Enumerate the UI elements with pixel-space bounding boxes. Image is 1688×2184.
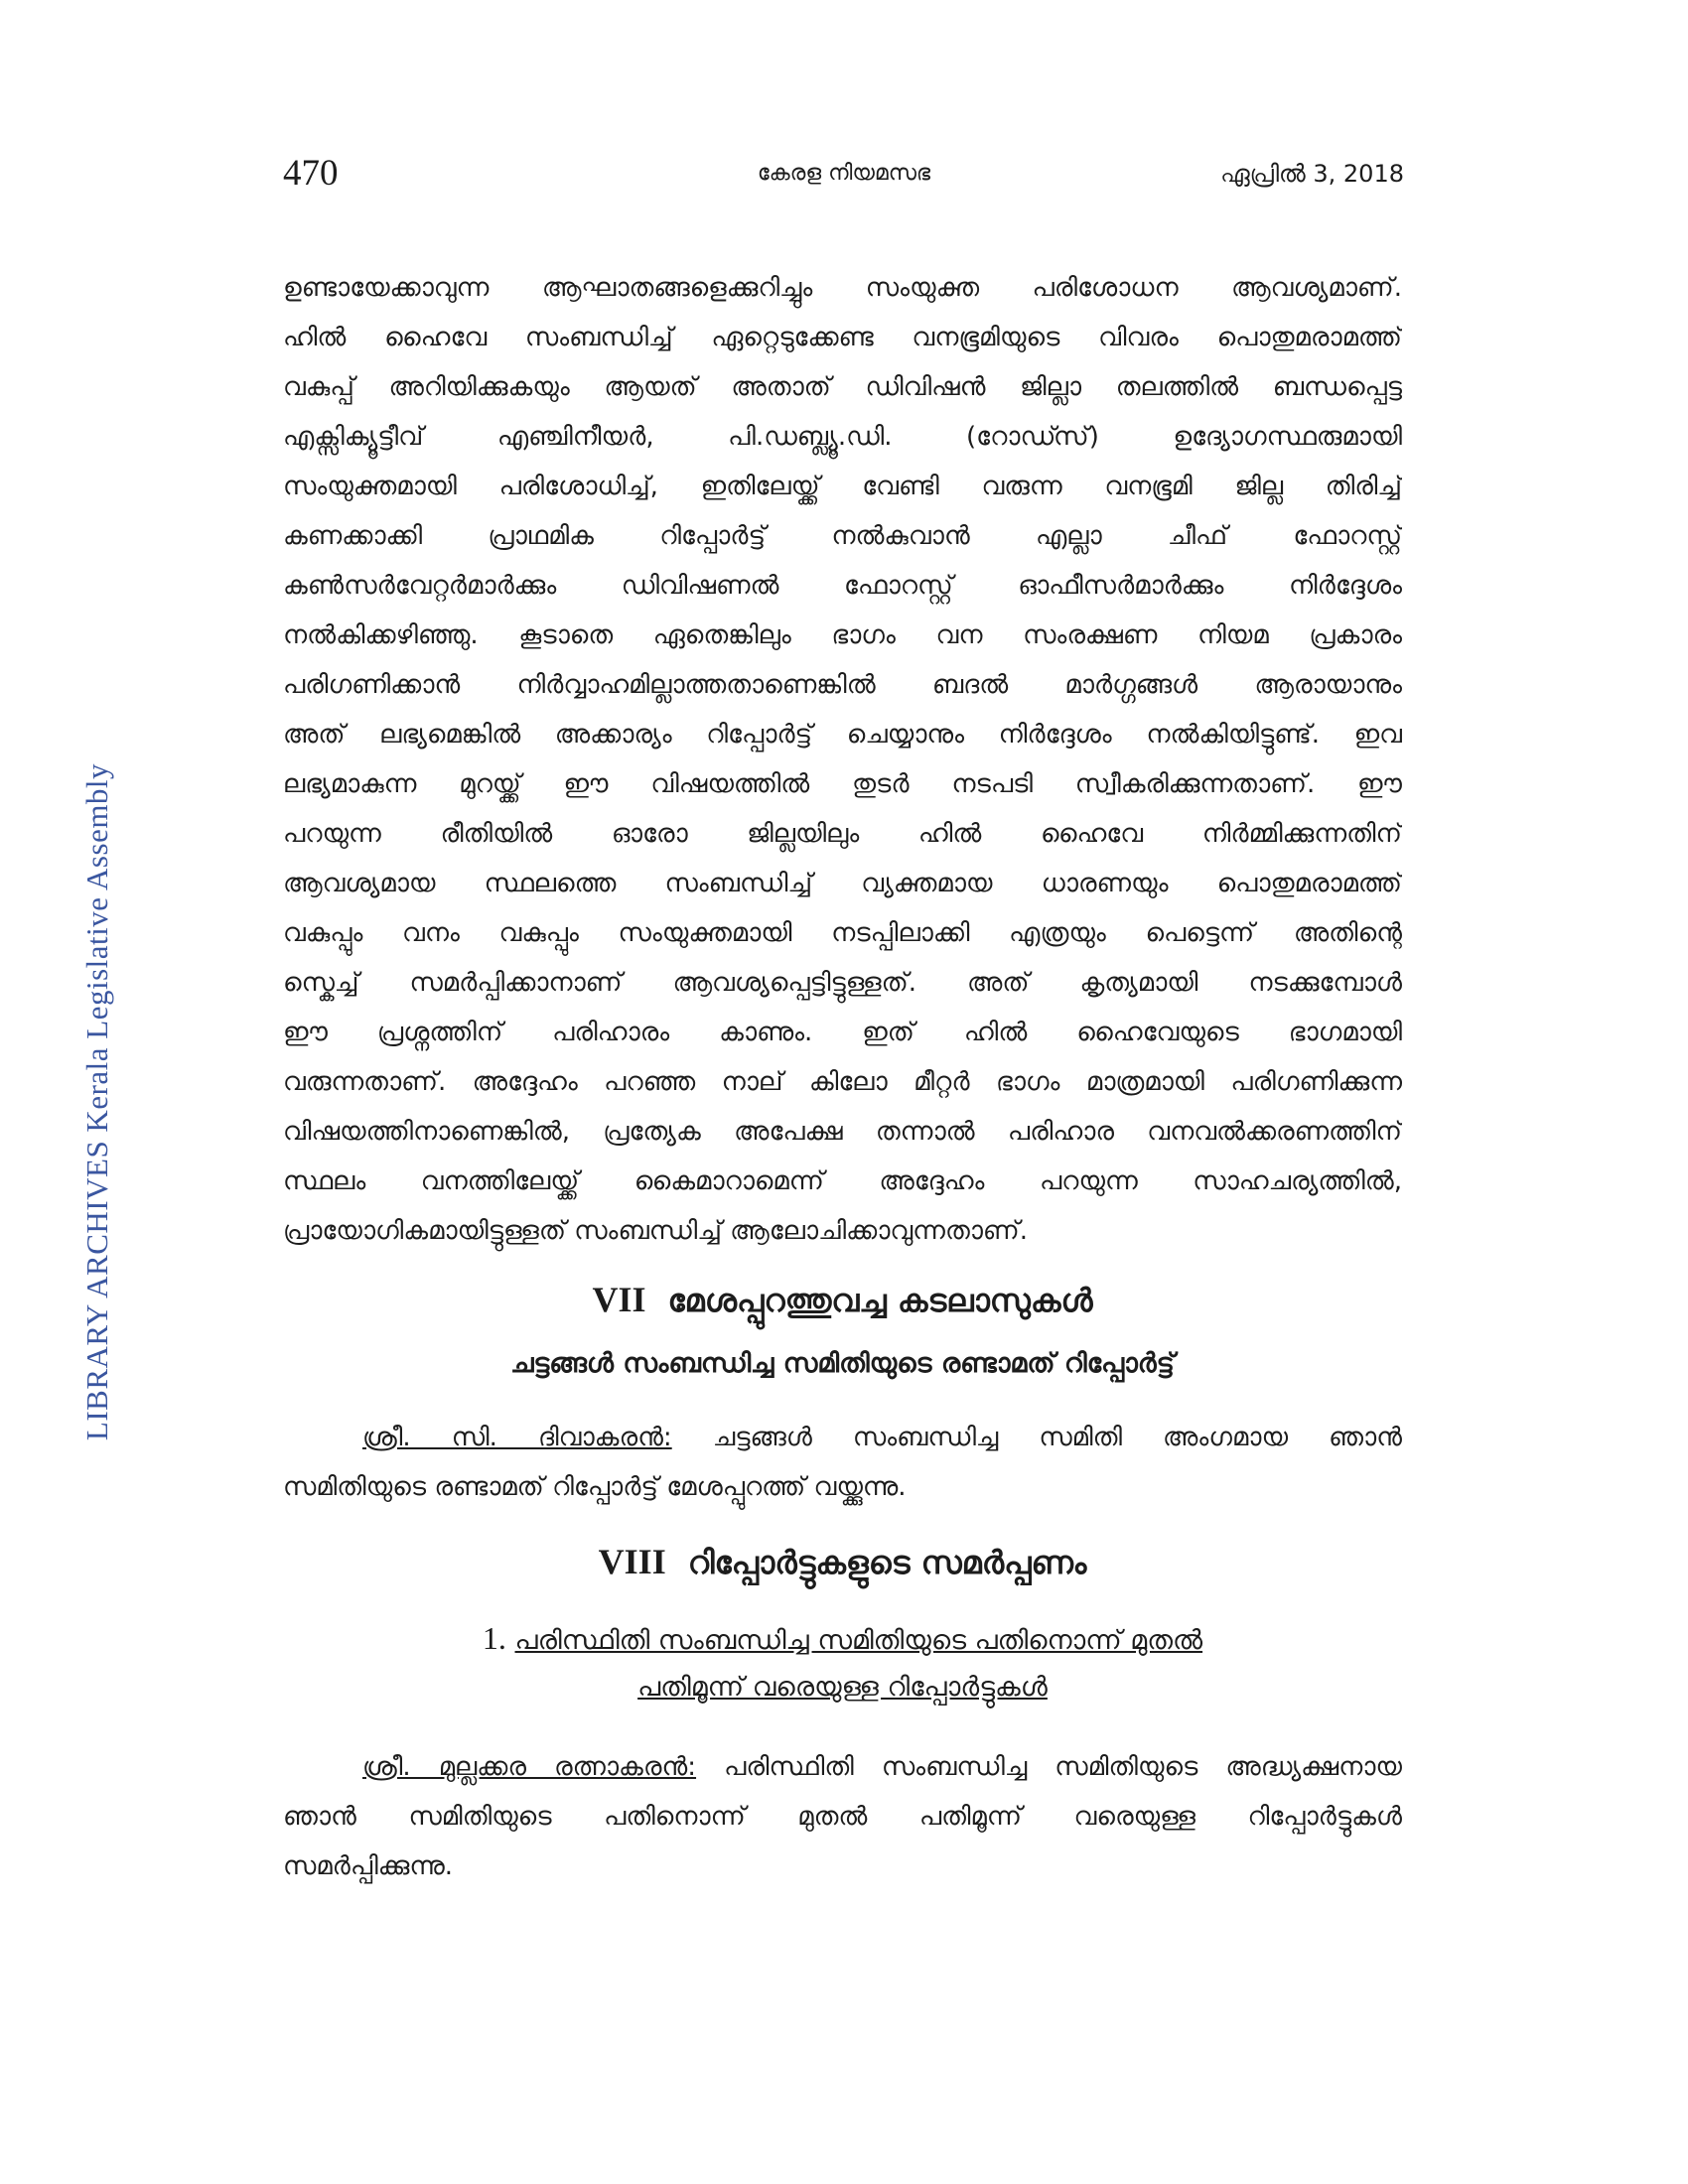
text-line: വകുപ്പ് അറിയിക്കുകയും ആയത് അതാത് ഡിവിഷൻ ജില്ലാ തലത്തിൽ ബന്ധപ്പെട്ട bbox=[283, 372, 1402, 402]
item-title-line: പതിമൂന്ന് വരെയുള്ള റിപ്പോർട്ടുകൾ bbox=[637, 1672, 1048, 1703]
item-number: 1. bbox=[482, 1620, 506, 1656]
text-line: പ്രായോഗികമായിട്ടുള്ളത് സംബന്ധിച്ച് ആലോചിക്കാവുന്നതാണ്. bbox=[283, 1216, 1029, 1246]
text-line: ലഭ്യമാകുന്ന മുറയ്ക്ക് ഈ വിഷയത്തിൽ തുടർ നടപടി സ്വീകരിക്കുന്നതാണ്. ഈ bbox=[283, 769, 1402, 799]
text-line: അത് ലഭ്യമെങ്കിൽ അക്കാര്യം റിപ്പോർട്ട് ചെയ്യാനും നിർദ്ദേശം നൽകിയിട്ടുണ്ട്. ഇവ bbox=[283, 720, 1402, 750]
item-title-line: പരിസ്ഥിതി സംബന്ധിച്ച സമിതിയുടെ പതിനൊന്ന് മുതൽ bbox=[514, 1625, 1203, 1656]
text-line: വരുന്നതാണ്. അദ്ദേഹം പറഞ്ഞ നാല് കിലോ മീറ്റർ ഭാഗം മാത്രമായി പരിഗണിക്കുന്ന bbox=[283, 1067, 1402, 1097]
speaker-name: ശ്രീ. സി. ദിവാകരൻ: bbox=[362, 1423, 672, 1452]
statement-line: സമിതിയുടെ രണ്ടാമത് റിപ്പോർട്ട് മേശപ്പുറത്ത് വയ്ക്കുന്നു. bbox=[283, 1472, 907, 1502]
item-title bbox=[283, 1613, 1402, 1663]
text-line: പറയുന്ന രീതിയിൽ ഓരോ ജില്ലയിലും ഹിൽ ഹൈവേ നിർമ്മിക്കുന്നതിന് bbox=[283, 819, 1402, 849]
statement-line bbox=[283, 1413, 1402, 1462]
text-line: കൺസർവേറ്റർമാർക്കും ഡിവിഷണൽ ഫോറസ്റ്റ് ഓഫീസർമാർക്കും നിർദ്ദേശം bbox=[283, 571, 1402, 601]
text-line: ഹിൽ ഹൈവേ സംബന്ധിച്ച് ഏറ്റെടുക്കേണ്ട വനഭൂമിയുടെ വിവരം പൊതുമരാമത്ത് bbox=[283, 323, 1402, 352]
speaker-name: ശ്രീ. മുല്ലക്കര രത്നാകരൻ: bbox=[362, 1752, 697, 1782]
text-line: നൽകിക്കഴിഞ്ഞു. കൂടാതെ ഏതെങ്കിലും ഭാഗം വന സംരക്ഷണ നിയമ പ്രകാരം bbox=[283, 620, 1402, 650]
statement-text: ചട്ടങ്ങൾ സംബന്ധിച്ച സമിതി അംഗമായ ഞാൻ bbox=[671, 1423, 1402, 1452]
header-date: ഏപ്രിൽ 3, 2018 bbox=[1220, 160, 1404, 188]
statement-line bbox=[283, 1742, 1402, 1792]
section-number: VIII bbox=[598, 1542, 666, 1581]
section-title: റിപ്പോർട്ടുകളുടെ സമർപ്പണം bbox=[687, 1544, 1087, 1581]
section-heading-viii bbox=[283, 1532, 1402, 1591]
text-line: ഉണ്ടായേക്കാവുന്ന ആഘാതങ്ങളെക്കുറിച്ചും സംയുക്ത പരിശോധന ആവശ്യമാണ്. bbox=[283, 273, 1402, 303]
running-title: കേരള നിയമസഭ bbox=[757, 161, 931, 186]
text-line: സ്കെച്ച് സമർപ്പിക്കാനാണ് ആവശ്യപ്പെട്ടിട്ടുള്ളത്. അത് കൃത്യമായി നടക്കുമ്പോൾ bbox=[283, 968, 1402, 998]
text-line: ഈ പ്രശ്നത്തിന് പരിഹാരം കാണും. ഇത് ഹിൽ ഹൈവേയുടെ ഭാഗമായി bbox=[283, 1018, 1402, 1047]
text-line: കണക്കാക്കി പ്രാഥമിക റിപ്പോർട്ട് നൽകുവാൻ എല്ലാ ചീഫ് ഫോറസ്റ്റ് bbox=[283, 521, 1402, 551]
section-heading-vii bbox=[283, 1270, 1402, 1329]
page-body bbox=[283, 263, 1402, 1891]
text-line: ആവശ്യമായ സ്ഥലത്തെ സംബന്ധിച്ച് വ്യക്തമായ ധാരണയും പൊതുമരാമത്ത് bbox=[283, 869, 1402, 898]
text-line: സ്ഥലം വനത്തിലേയ്ക്ക് കൈമാറാമെന്ന് അദ്ദേഹം പറയുന്ന സാഹചര്യത്തിൽ, bbox=[283, 1166, 1402, 1196]
text-line: സംയുക്തമായി പരിശോധിച്ച്, ഇതിലേയ്ക്ക് വേണ്ടി വരുന്ന വനഭൂമി ജില്ല തിരിച്ച് bbox=[283, 472, 1402, 501]
section-number: VII bbox=[592, 1280, 646, 1319]
page-number: 470 bbox=[283, 153, 339, 194]
text-line: പരിഗണിക്കാൻ നിർവ്വാഹമില്ലാത്തതാണെങ്കിൽ ബദൽ മാർഗ്ഗങ്ങൾ ആരായാനും bbox=[283, 670, 1402, 700]
section-title: മേശപ്പുറത്തുവച്ച കടലാസുകൾ bbox=[667, 1282, 1093, 1319]
item-title bbox=[283, 1663, 1402, 1712]
watermark-text: LIBRARY ARCHIVES Kerala Legislative Assembly bbox=[79, 762, 114, 1441]
paragraph-hill-highway bbox=[283, 263, 1402, 1256]
statement-line: സമർപ്പിക്കുന്നു. bbox=[283, 1851, 454, 1881]
text-line: വകുപ്പും വനം വകുപ്പും സംയുക്തമായി നടപ്പിലാക്കി എത്രയും പെട്ടെന്ന് അതിന്റെ bbox=[283, 918, 1402, 948]
statement-text: പരിസ്ഥിതി സംബന്ധിച്ച സമിതിയുടെ അദ്ധ്യക്ഷനായ bbox=[696, 1752, 1402, 1782]
text-line: വിഷയത്തിനാണെങ്കിൽ, പ്രത്യേക അപേക്ഷ തന്നാൽ പരിഹാര വനവൽക്കരണത്തിന് bbox=[283, 1117, 1402, 1147]
statement-line: ഞാൻ സമിതിയുടെ പതിനൊന്ന് മുതൽ പതിമൂന്ന് വരെയുള്ള റിപ്പോർട്ടുകൾ bbox=[283, 1802, 1402, 1832]
text-line: എക്സിക്യൂട്ടീവ് എഞ്ചിനീയർ, പി.ഡബ്ല്യൂ.ഡി. (റോഡ്സ്) ഉദ്യോഗസ്ഥരുമായി bbox=[283, 422, 1402, 452]
section-subheading: ചട്ടങ്ങൾ സംബന്ധിച്ച സമിതിയുടെ രണ്ടാമത് റിപ്പോർട്ട് bbox=[510, 1348, 1175, 1379]
